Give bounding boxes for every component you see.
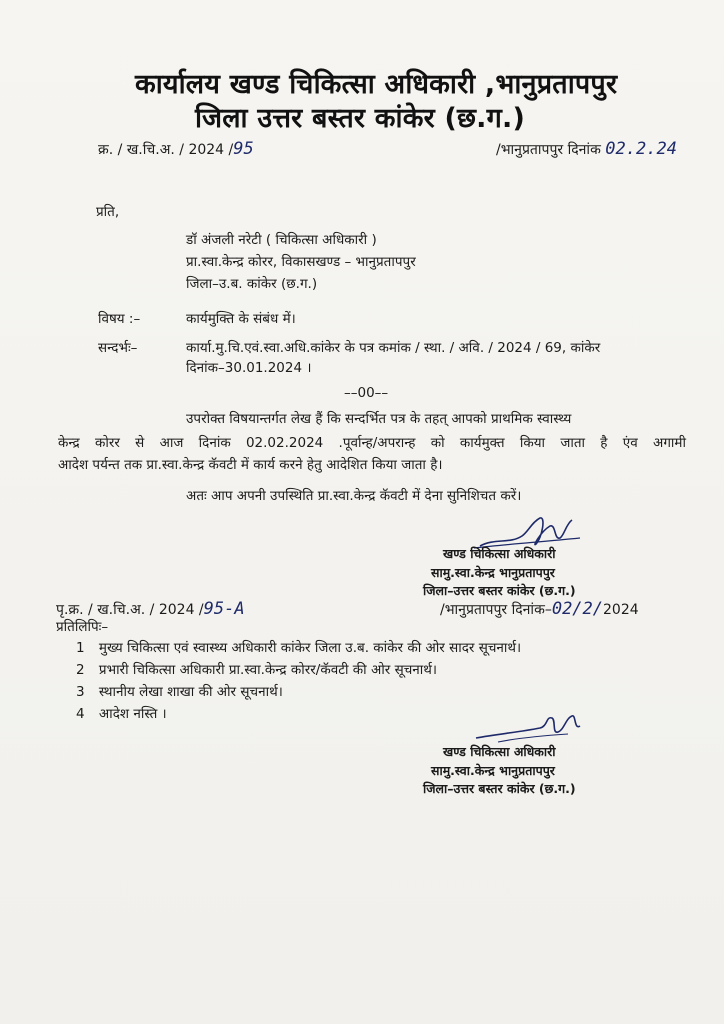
endorsement-date-printed: /भानुप्रतापपुर दिनांक– xyxy=(440,602,552,618)
letter-date-printed: /भानुप्रतापपुर दिनांक xyxy=(496,142,601,158)
endorsement-number xyxy=(56,599,245,619)
endorsement-number-printed: पृ.क्र. / ख.चि.अ. / 2024 / xyxy=(56,602,204,618)
body-line-4: अतः आप अपनी उपस्थिति प्रा.स्वा.केन्द्र कॅवटी में देना सुनिशिचत करें। xyxy=(186,488,522,504)
copy-item xyxy=(76,704,167,722)
copy-item-text: आदेश नस्ति । xyxy=(98,706,167,722)
subject-label: विषय :– xyxy=(98,311,141,327)
district-title: जिला उत्तर बस्तर कांकेर (छ.ग.) xyxy=(195,103,526,134)
body-line-2: केन्द्र कोरर से आज दिनांक 02.02.2024 .पूर्वान्ह/अपरान्ह को कार्यमुक्त किया जाता है एंव अगामी xyxy=(58,435,686,451)
signature-1-institution: सामु.स्वा.केन्द्र भानुप्रतापपुर xyxy=(431,565,555,580)
recipient-address-2: जिला–उ.ब. कांकेर (छ.ग.) xyxy=(186,276,318,292)
copy-item-text: स्थानीय लेखा शाखा की ओर सूचनार्थ। xyxy=(98,684,283,700)
recipient-address-1: प्रा.स्वा.केन्द्र कोरर, विकासखण्ड – भानुप्रतापपुर xyxy=(186,254,416,270)
endorsement-date-handwritten: 02/2/ xyxy=(551,599,604,619)
reference-line-2: दिनांक–30.01.2024 । xyxy=(186,360,312,376)
copy-item-text: प्रभारी चिकित्सा अधिकारी प्रा.स्वा.केन्द्र कोरर/कॅवटी की ओर सूचनार्थ। xyxy=(98,662,438,678)
copy-item xyxy=(76,660,437,678)
reference-line-1: कार्या.मु.चि.एवं.स्वा.अधि.कांकेर के पत्र कमांक / स्था. / अवि. / 2024 / 69, कांकेर xyxy=(186,340,601,356)
endorsement-number-handwritten: 95-A xyxy=(203,599,245,619)
copy-item xyxy=(76,638,521,656)
copy-item-number: 3 xyxy=(76,684,85,700)
letter-date-handwritten: 02.2.24 xyxy=(605,139,677,159)
copy-item-number: 1 xyxy=(76,640,85,656)
signature-2-title: खण्ड चिकित्सा अधिकारी xyxy=(443,744,556,759)
to-label: प्रति, xyxy=(96,204,120,220)
body-line-3: आदेश पर्यन्त तक प्रा.स्वा.केन्द्र कॅवटी में कार्य करने हेतु आदेशित किया जाता है। xyxy=(58,457,443,473)
copy-item-number: 2 xyxy=(76,662,85,678)
letter-number xyxy=(98,139,254,159)
letter-date xyxy=(496,139,677,159)
signature-2-institution: सामु.स्वा.केन्द्र भानुप्रतापपुर xyxy=(431,763,555,778)
letter-number-printed: क्र. / ख.चि.अ. / 2024 / xyxy=(98,142,234,158)
recipient-name: डॉ अंजली नरेटी ( चिकित्सा अधिकारी ) xyxy=(186,232,377,248)
endorsement-date xyxy=(440,599,639,619)
copies-label: प्रतिलिपिः– xyxy=(56,619,109,635)
signature-2-district: जिला–उत्तर बस्तर कांकेर (छ.ग.) xyxy=(423,781,576,796)
copy-item-number: 4 xyxy=(76,706,85,722)
endorsement-year: 2024 xyxy=(603,602,639,618)
signature-1-title: खण्ड चिकित्सा अधिकारी xyxy=(443,546,556,561)
body-line-1: उपरोक्त विषयान्तर्गत लेख हैं कि सन्दर्भित पत्र के तहत् आपको प्राथमिक स्वास्थ्य xyxy=(186,411,572,427)
subject-text: कार्यमुक्ति के संबंध में। xyxy=(186,311,296,327)
divider-mark: ––00–– xyxy=(344,385,389,401)
signature-1-district: जिला–उत्तर बस्तर कांकेर (छ.ग.) xyxy=(423,583,576,598)
letter-number-handwritten: 95 xyxy=(233,139,254,159)
copy-item xyxy=(76,682,283,700)
copy-item-text: मुख्य चिकित्सा एवं स्वास्थ्य अधिकारी कांकेर जिला उ.ब. कांकेर की ओर सादर सूचनार्थ। xyxy=(98,640,522,656)
office-title: कार्यालय खण्ड चिकित्सा अधिकारी ,भानुप्रतापपुर xyxy=(135,69,618,100)
reference-label: सन्दर्भः– xyxy=(98,340,138,356)
